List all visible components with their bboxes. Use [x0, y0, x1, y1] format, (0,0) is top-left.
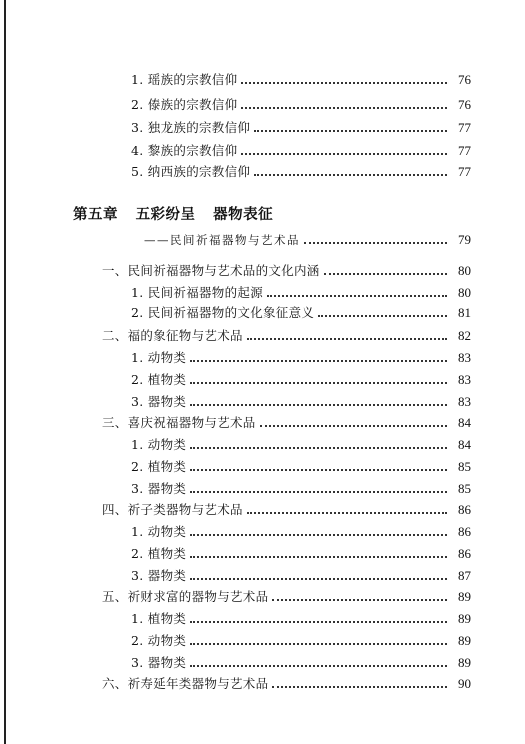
- chapter-title-part-1: 五彩纷呈: [135, 207, 196, 223]
- toc-entry-label: 2. 动物类: [131, 633, 187, 648]
- leader-dots: [267, 294, 447, 297]
- toc-section[interactable]: [102, 413, 471, 433]
- toc-subsection[interactable]: [131, 479, 471, 499]
- toc-section[interactable]: [102, 261, 471, 281]
- toc-entry-page: 90: [458, 676, 471, 691]
- toc-entry-label: 3. 器物类: [131, 394, 187, 409]
- toc-entry-label: 2. 民间祈福器物的文化象征意义: [131, 305, 315, 320]
- toc-entry-page: 84: [458, 437, 471, 452]
- chapter-number: 第五章: [73, 207, 118, 223]
- toc-subsection[interactable]: [131, 348, 471, 368]
- toc-subsection[interactable]: [131, 435, 471, 455]
- leader-dots: [318, 314, 447, 317]
- leader-dots: [241, 106, 447, 109]
- toc-entry-page: 86: [458, 502, 471, 517]
- toc-entry-page: 76: [458, 72, 471, 87]
- leader-dots: [190, 533, 447, 536]
- toc-entry-label: 2. 植物类: [131, 372, 187, 387]
- chapter-subtitle-page: 79: [458, 232, 471, 247]
- toc-entry-label: 1. 动物类: [131, 524, 187, 539]
- leader-dots: [190, 359, 447, 362]
- toc-entry-page: 83: [458, 394, 471, 409]
- toc-entry-page: 83: [458, 350, 471, 365]
- toc-entry[interactable]: [131, 118, 471, 138]
- leader-dots: [190, 577, 447, 580]
- chapter-subtitle-label: ——民间祈福器物与艺术品: [144, 233, 300, 247]
- toc-entry-page: 85: [458, 481, 471, 496]
- leader-dots: [190, 446, 447, 449]
- toc-section[interactable]: [102, 674, 471, 694]
- toc-subsection[interactable]: [131, 303, 471, 323]
- leader-dots: [254, 173, 447, 176]
- toc-entry-label: 三、喜庆祝福器物与艺术品: [102, 415, 256, 430]
- leader-dots: [190, 381, 447, 384]
- leader-dots: [190, 620, 447, 623]
- leader-dots: [190, 468, 447, 471]
- chapter-title-part-2: 器物表征: [213, 207, 274, 223]
- chapter-heading[interactable]: [73, 203, 285, 224]
- toc-entry-label: 3. 器物类: [131, 655, 187, 670]
- toc-subsection[interactable]: [131, 522, 471, 542]
- toc-entry-label: 四、祈子类器物与艺术品: [102, 502, 243, 517]
- toc-entry-label: 5. 纳西族的宗教信仰: [131, 164, 251, 179]
- leader-dots: [190, 555, 447, 558]
- toc-section[interactable]: [102, 587, 471, 607]
- toc-entry-page: 81: [458, 305, 471, 320]
- leader-dots: [190, 490, 447, 493]
- toc-entry-label: 1. 瑶族的宗教信仰: [131, 72, 238, 87]
- toc-entry-page: 77: [458, 143, 471, 158]
- toc-entry-page: 77: [458, 164, 471, 179]
- toc-entry-label: 1. 植物类: [131, 611, 187, 626]
- leader-dots: [272, 685, 447, 688]
- toc-section[interactable]: [102, 500, 471, 520]
- toc-entry-label: 二、福的象征物与艺术品: [102, 328, 243, 343]
- toc-subsection[interactable]: [131, 544, 471, 564]
- toc-entry-label: 2. 植物类: [131, 546, 187, 561]
- leader-dots: [190, 664, 447, 667]
- toc-entry-page: 82: [458, 328, 471, 343]
- toc-entry-label: 1. 民间祈福器物的起源: [131, 285, 263, 300]
- leader-dots: [247, 337, 447, 340]
- toc-entry[interactable]: [131, 95, 471, 115]
- leader-dots: [190, 403, 447, 406]
- toc-subsection[interactable]: [131, 631, 471, 651]
- leader-dots: [324, 272, 447, 275]
- toc-subsection[interactable]: [131, 653, 471, 673]
- toc-entry-page: 87: [458, 568, 471, 583]
- leader-dots: [304, 241, 447, 244]
- toc-entry-label: 3. 器物类: [131, 568, 187, 583]
- toc-entry-page: 89: [458, 589, 471, 604]
- toc-entry-page: 89: [458, 611, 471, 626]
- toc-entry-label: 4. 黎族的宗教信仰: [131, 143, 238, 158]
- toc-entry-label: 六、祈寿延年类器物与艺术品: [102, 676, 269, 691]
- toc-entry-page: 80: [458, 263, 471, 278]
- toc-entry-page: 89: [458, 655, 471, 670]
- leader-dots: [241, 81, 447, 84]
- leader-dots: [254, 129, 447, 132]
- toc-subsection[interactable]: [131, 566, 471, 586]
- toc-section[interactable]: [102, 326, 471, 346]
- toc-entry-page: 86: [458, 546, 471, 561]
- leader-dots: [241, 152, 447, 155]
- toc-entry-page: 76: [458, 97, 471, 112]
- toc-entry-page: 85: [458, 459, 471, 474]
- toc-entry-label: 2. 傣族的宗教信仰: [131, 97, 238, 112]
- toc-entry-label: 3. 独龙族的宗教信仰: [131, 120, 251, 135]
- toc-entry-page: 77: [458, 120, 471, 135]
- leader-dots: [272, 598, 447, 601]
- toc-entry-label: 3. 器物类: [131, 481, 187, 496]
- toc-entry-label: 1. 动物类: [131, 350, 187, 365]
- toc-entry-label: 五、祈财求富的器物与艺术品: [102, 589, 269, 604]
- toc-entry-label: 1. 动物类: [131, 437, 187, 452]
- toc-subsection[interactable]: [131, 283, 471, 303]
- leader-dots: [260, 424, 447, 427]
- leader-dots: [190, 642, 447, 645]
- toc-entry-page: 80: [458, 285, 471, 300]
- toc-subsection[interactable]: [131, 609, 471, 629]
- toc-subsection[interactable]: [131, 457, 471, 477]
- leader-dots: [247, 511, 447, 514]
- toc-entry[interactable]: [131, 162, 471, 182]
- toc-entry-page: 83: [458, 372, 471, 387]
- chapter-subtitle[interactable]: [144, 230, 471, 250]
- toc-entry-page: 89: [458, 633, 471, 648]
- toc-entry[interactable]: [131, 70, 471, 90]
- toc-entry-label: 一、民间祈福器物与艺术品的文化内涵: [102, 263, 320, 278]
- toc-subsection[interactable]: [131, 370, 471, 390]
- toc-entry-label: 2. 植物类: [131, 459, 187, 474]
- toc-entry-page: 86: [458, 524, 471, 539]
- toc-entry[interactable]: [131, 141, 471, 161]
- toc-entry-page: 84: [458, 415, 471, 430]
- toc-subsection[interactable]: [131, 392, 471, 412]
